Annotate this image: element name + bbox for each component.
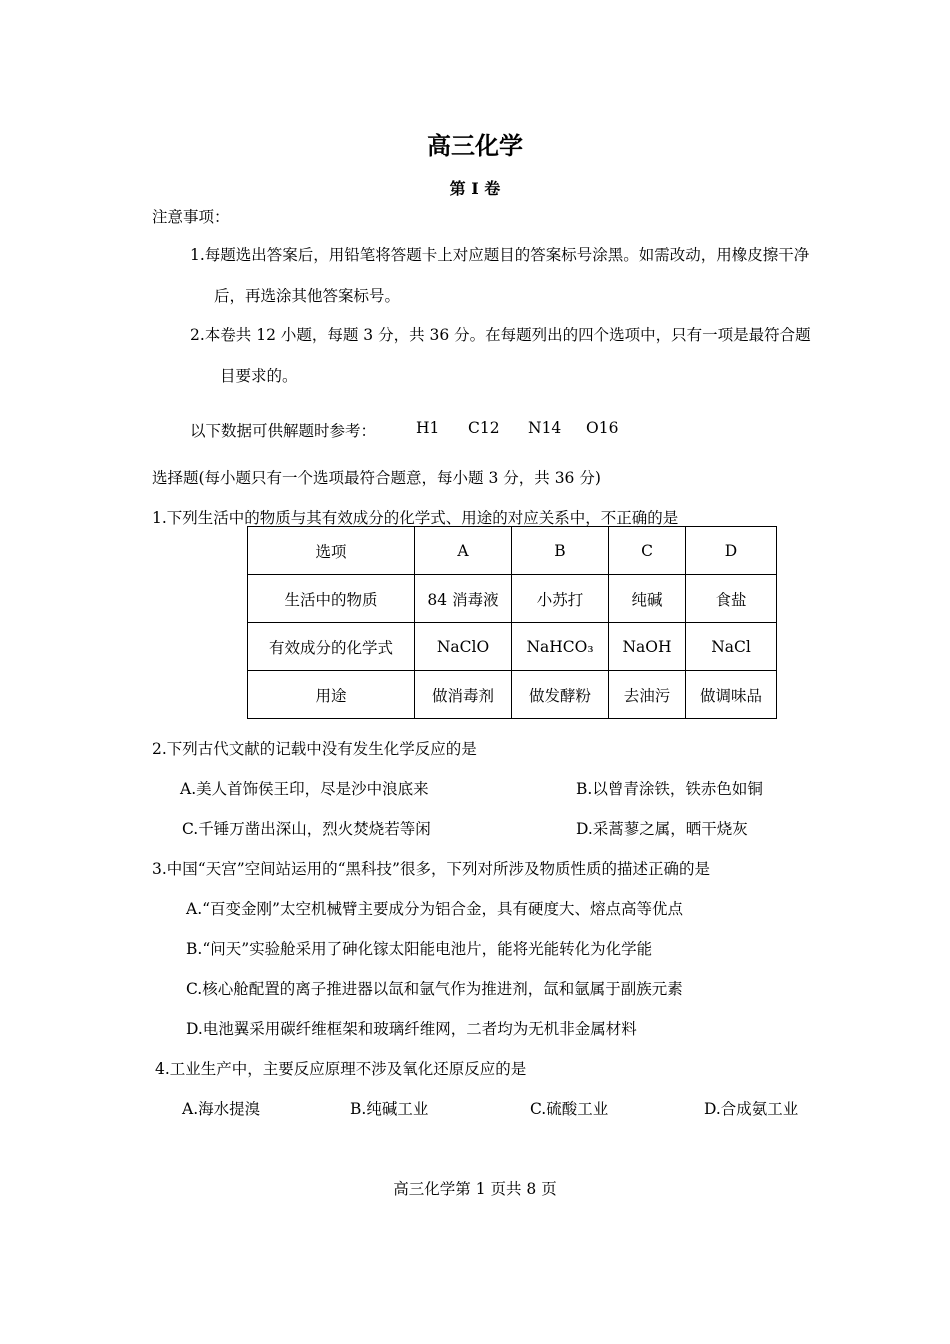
table-row: [248, 623, 777, 671]
table-cell: 食盐: [686, 575, 777, 623]
table-cell: 纯碱: [609, 575, 686, 623]
page-title: 高三化学: [427, 131, 523, 160]
notice-item-1-line-1: 1.每题选出答案后，用铅笔将答题卡上对应题目的答案标号涂黑。如需改动，用橡皮擦干净: [190, 246, 810, 264]
q4-option-d: D.合成氨工业: [704, 1100, 799, 1118]
q1-stem: 1.下列生活中的物质与其有效成分的化学式、用途的对应关系中，不正确的是: [152, 509, 679, 527]
notice-item-2-line-2: 目要求的。: [220, 367, 298, 385]
reference-n: N14: [528, 419, 562, 437]
q2-option-b: B.以曾青涂铁，铁赤色如铜: [576, 780, 763, 798]
section-subtitle: 第 I 卷: [449, 179, 501, 198]
table-row: [248, 527, 777, 575]
q3-option-a: A.“百变金刚”太空机械臂主要成分为铝合金，具有硬度大、熔点高等优点: [186, 900, 683, 918]
q4-option-b: B.纯碱工业: [350, 1100, 429, 1118]
table-cell: 生活中的物质: [248, 575, 415, 623]
table-cell: D: [686, 527, 777, 575]
q3-option-d: D.电池翼采用碳纤维框架和玻璃纤维网，二者均为无机非金属材料: [186, 1020, 637, 1038]
table-cell: 做发酵粉: [512, 671, 609, 719]
notice-item-1-line-2: 后，再选涂其他答案标号。: [214, 287, 401, 305]
reference-c: C12: [468, 419, 500, 437]
q2-stem: 2.下列古代文献的记载中没有发生化学反应的是: [152, 740, 477, 758]
table-cell: A: [415, 527, 512, 575]
table-cell: 做调味品: [686, 671, 777, 719]
table-cell: NaHCO₃: [512, 623, 609, 671]
table-cell: 去油污: [609, 671, 686, 719]
table-cell: C: [609, 527, 686, 575]
table-row: [248, 671, 777, 719]
reference-label: 以下数据可供解题时参考：: [190, 422, 377, 440]
q2-option-a: A.美人首饰侯王印，尽是沙中浪底来: [180, 780, 429, 798]
reference-o: O16: [586, 419, 619, 437]
q4-option-a: A.海水提溴: [182, 1100, 261, 1118]
q4-option-c: C.硫酸工业: [530, 1100, 609, 1118]
q3-stem: 3.中国“天宫”空间站运用的“黑科技”很多，下列对所涉及物质性质的描述正确的是: [152, 860, 710, 878]
notice-item-2-line-1: 2.本卷共 12 小题，每题 3 分，共 36 分。在每题列出的四个选项中，只有一项是最符合题: [190, 326, 811, 344]
table-cell: B: [512, 527, 609, 575]
page-footer: 高三化学第 1 页共 8 页: [393, 1180, 557, 1198]
q2-option-c: C.千锤万凿出深山，烈火焚烧若等闲: [182, 820, 431, 838]
table-cell: 84 消毒液: [415, 575, 512, 623]
reference-h: H1: [416, 419, 440, 437]
table-cell: 选项: [248, 527, 415, 575]
table-row: [248, 575, 777, 623]
q4-stem: 4.工业生产中，主要反应原理不涉及氧化还原反应的是: [155, 1060, 527, 1078]
notice-heading: 注意事项：: [152, 208, 230, 226]
table-cell: 有效成分的化学式: [248, 623, 415, 671]
table-cell: 小苏打: [512, 575, 609, 623]
table-cell: NaOH: [609, 623, 686, 671]
q1-table: [247, 526, 777, 719]
q3-option-c: C.核心舱配置的离子推进器以氙和氩气作为推进剂，氙和氩属于副族元素: [186, 980, 683, 998]
table-cell: 做消毒剂: [415, 671, 512, 719]
q2-option-d: D.采蒿蓼之属，晒干烧灰: [576, 820, 748, 838]
q3-option-b: B.“问天”实验舱采用了砷化镓太阳能电池片，能将光能转化为化学能: [186, 940, 653, 958]
table-cell: 用途: [248, 671, 415, 719]
table-cell: NaCl: [686, 623, 777, 671]
table-cell: NaClO: [415, 623, 512, 671]
section-heading: 选择题(每小题只有一个选项最符合题意，每小题 3 分，共 36 分): [152, 469, 601, 487]
